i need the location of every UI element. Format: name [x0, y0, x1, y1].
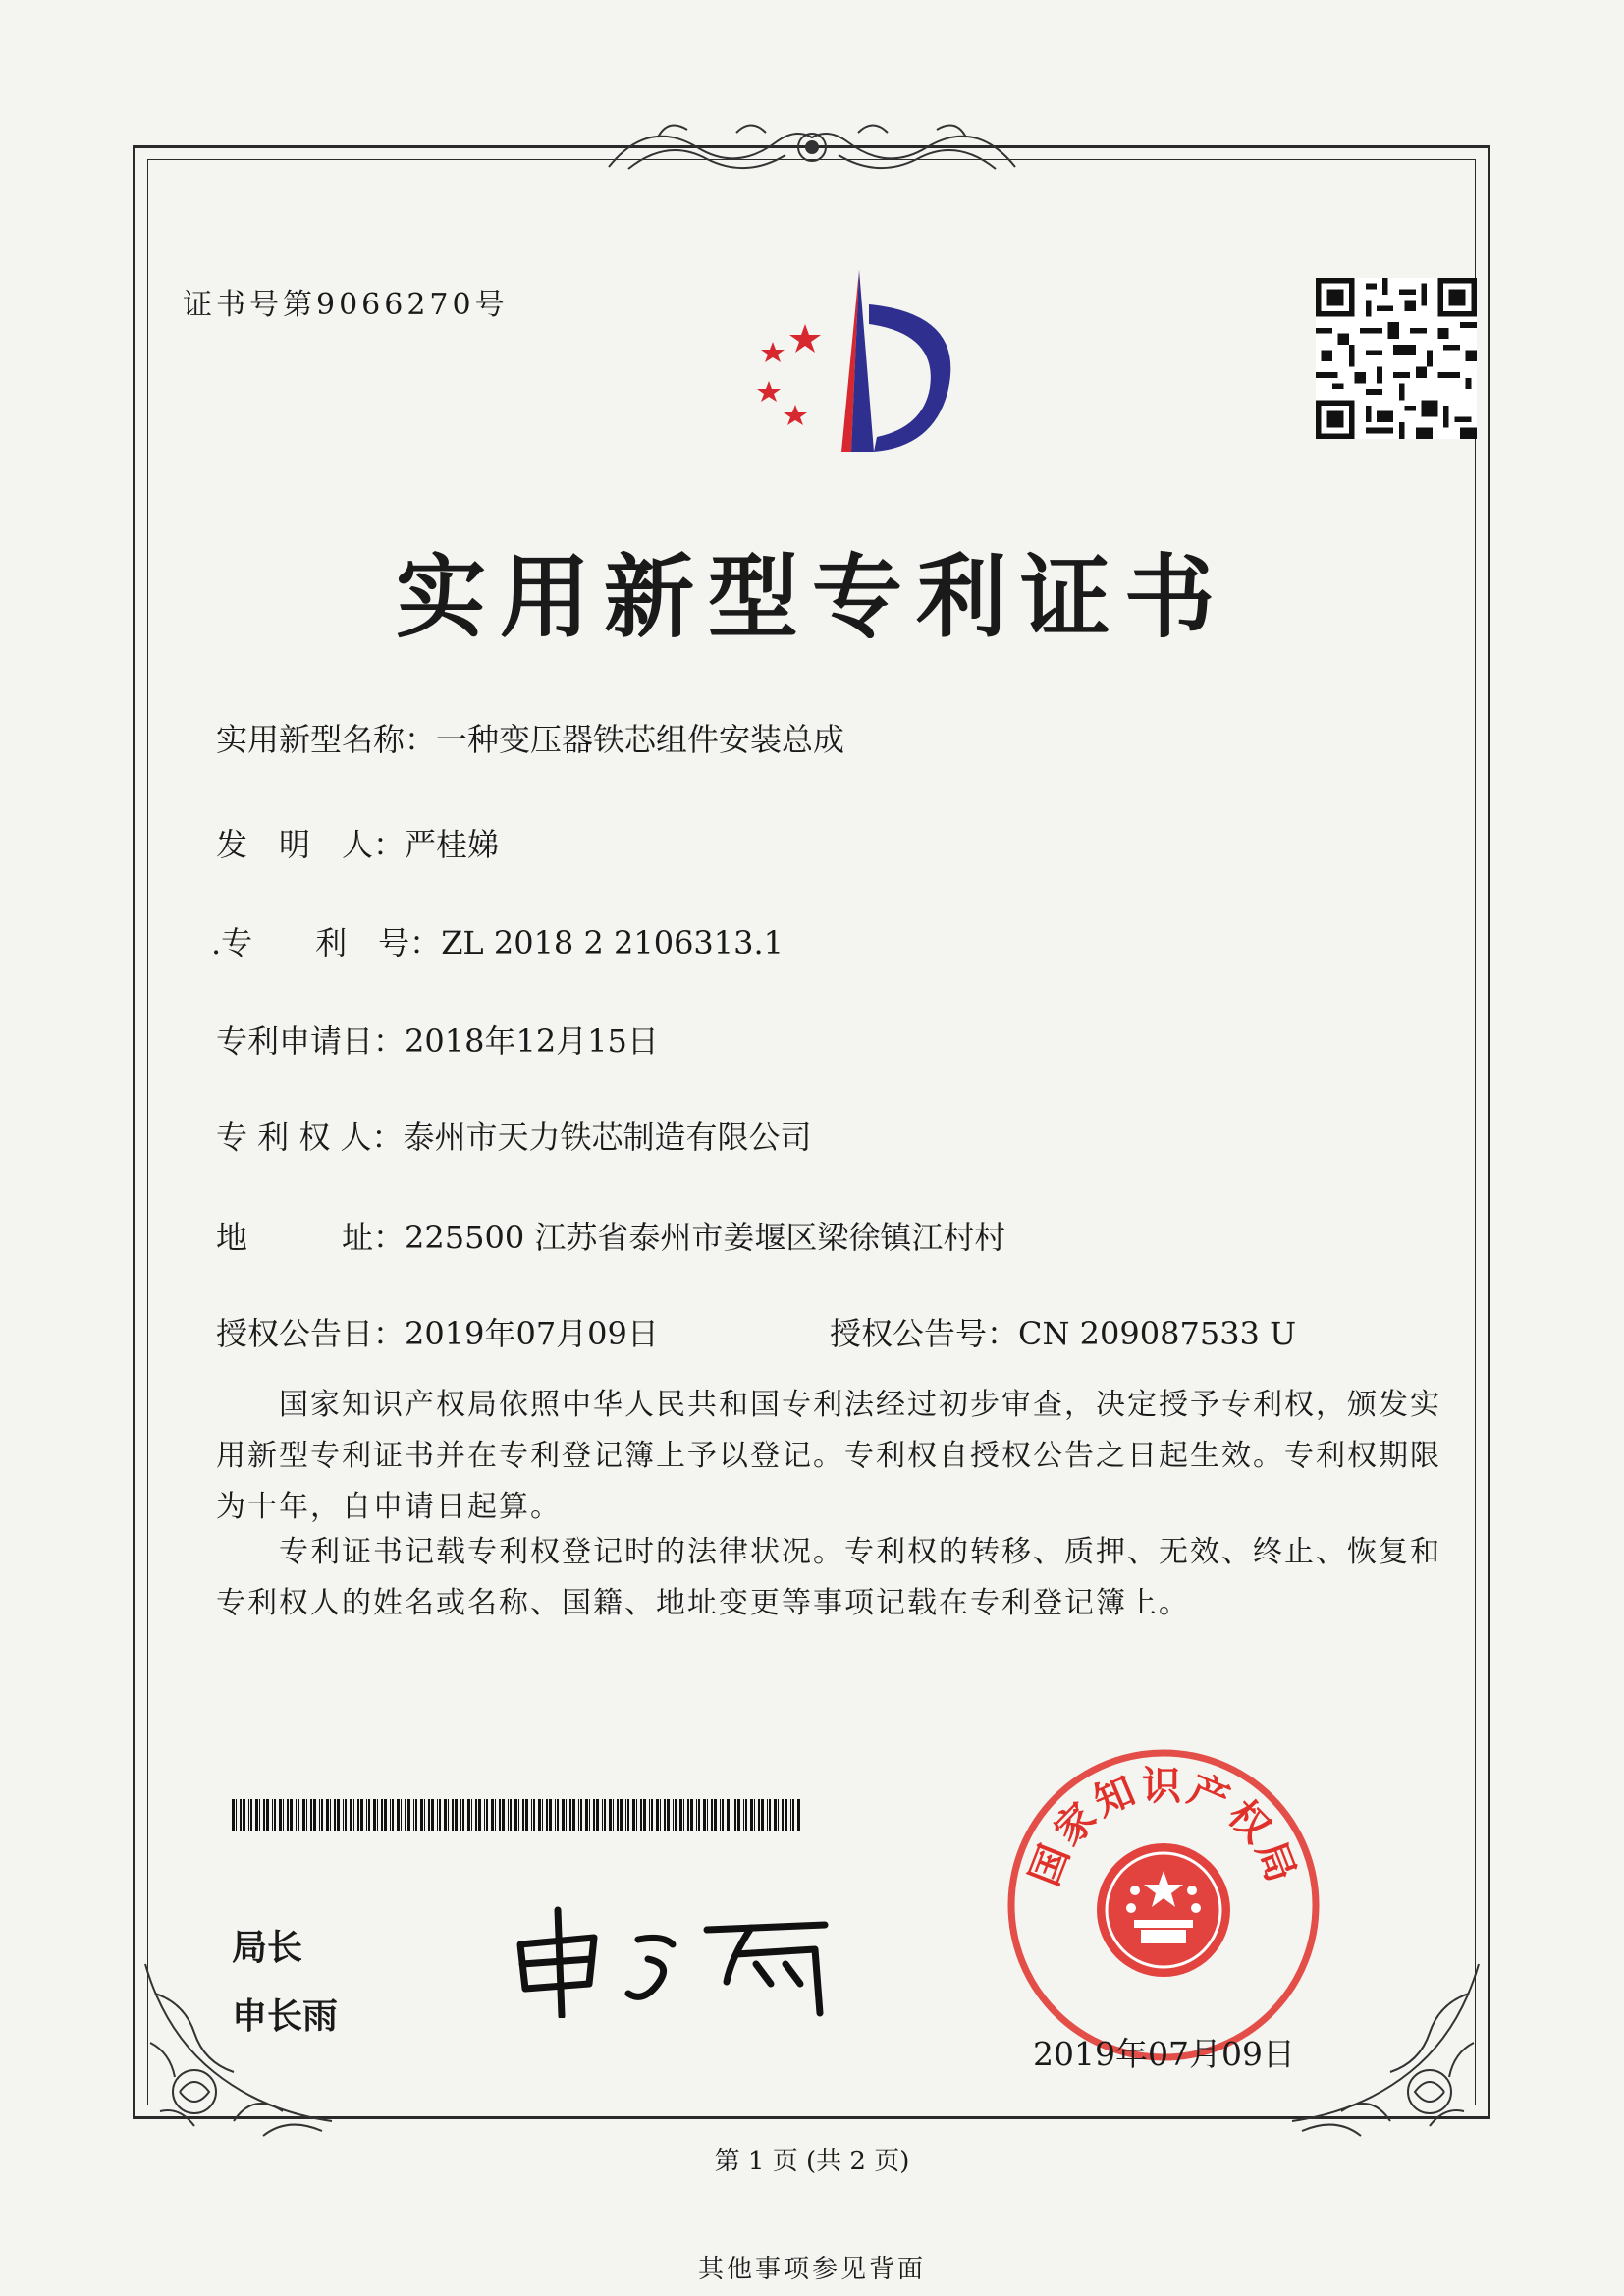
field-value: CN 209087533 U [1018, 1315, 1297, 1352]
director-signature-icon [501, 1900, 854, 2018]
field-label: 地 址： [216, 1219, 406, 1256]
seal-date: 2019年07月09日 [1033, 2035, 1295, 2073]
field-utility-model-name [216, 715, 844, 760]
statement-paragraph-2: 专利证书记载专利权登记时的法律状况。专利权的转移、质押、无效、终止、恢复和专利权人的姓名或名称、国籍、地址变更等事项记载在专利登记簿上。 [216, 1535, 1441, 1620]
field-label: 实用新型名称： [216, 721, 437, 758]
official-seal-icon [1001, 1743, 1326, 2067]
field-announcement-number [830, 1309, 1296, 1354]
field-label: 授权公告日： [216, 1315, 406, 1352]
field-label: 专利申请日： [216, 1022, 406, 1060]
field-label: 专 利 权 人： [216, 1119, 404, 1156]
field-inventor [216, 820, 499, 865]
footer-note: 其他事项参见背面 [697, 2255, 926, 2284]
bottom-left-ornament-icon [135, 1954, 361, 2151]
seal-text: 国家知识产权局 [1021, 1764, 1306, 1892]
field-label: 授权公告号： [830, 1315, 1019, 1352]
field-patentee [216, 1113, 812, 1158]
field-value: 225500 江苏省泰州市姜堰区梁徐镇江村村 [405, 1219, 1006, 1256]
field-value: 一种变压器铁芯组件安装总成 [436, 721, 845, 758]
field-grant-date [216, 1309, 659, 1354]
field-application-date [216, 1016, 659, 1062]
field-value: 2019年07月09日 [405, 1315, 659, 1352]
director-name: 申长雨 [232, 1996, 339, 2037]
field-value: 严桂娣 [405, 826, 500, 863]
field-value: 泰州市天力铁芯制造有限公司 [403, 1119, 812, 1156]
certificate-title: 实用新型专利证书 [395, 544, 1228, 650]
cnipa-logo-icon [712, 265, 957, 457]
field-value: 2018年12月15日 [405, 1022, 659, 1060]
statement-paragraph-1: 国家知识产权局依照中华人民共和国专利法经过初步审查，决定授予专利权，颁发实用新型专利证书并在专利登记簿上予以登记。专利权自授权公告之日起生效。专利权期限为十年，自申请日起算。 [216, 1388, 1441, 1524]
field-label: 发 明 人： [216, 826, 406, 863]
top-ornament-icon [589, 108, 1035, 187]
page-number: 第 1 页 (共 2 页) [714, 2147, 910, 2176]
barcode-icon [232, 1799, 801, 1831]
field-value: ZL 2018 2 2106313.1 [441, 924, 785, 961]
director-title: 局长 [232, 1928, 303, 1968]
field-patent-number [211, 918, 784, 963]
field-address [216, 1213, 1005, 1258]
certificate-number: 证书号第9066270号 [183, 288, 509, 322]
field-label: .专 利 号： [211, 924, 442, 961]
qr-code-icon[interactable] [1316, 278, 1477, 439]
